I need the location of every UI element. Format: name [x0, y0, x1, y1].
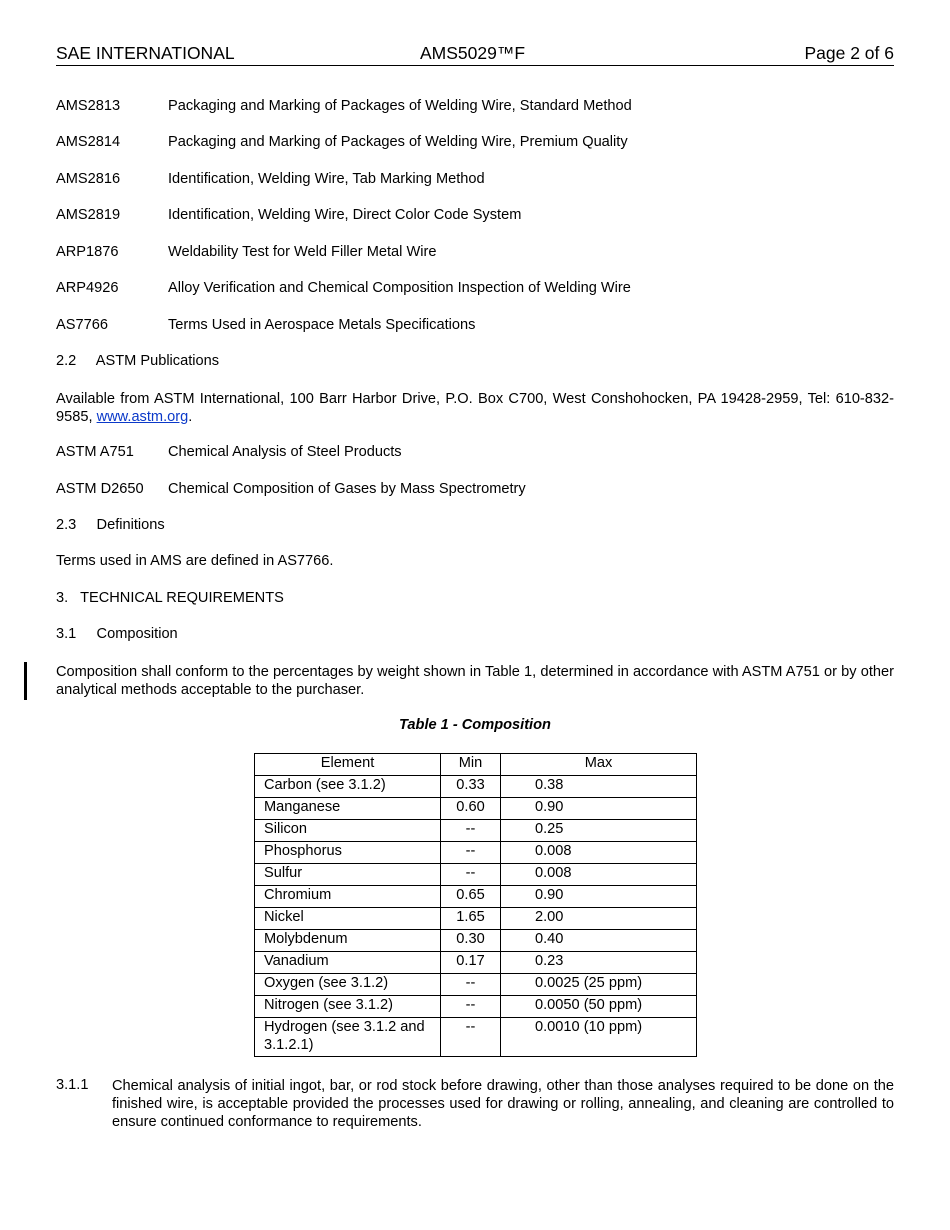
cell-max: 0.90	[501, 886, 697, 908]
cell-element: Sulfur	[255, 864, 441, 886]
cell-min: 0.33	[441, 776, 501, 798]
cell-element: Molybdenum	[255, 930, 441, 952]
cell-max: 0.008	[501, 864, 697, 886]
availability-period: .	[188, 409, 193, 425]
ref-code: AMS2813	[56, 98, 121, 114]
header-max: Max	[501, 754, 697, 776]
astm-ref-code: ASTM A751	[56, 444, 134, 460]
ref-code: AMS2814	[56, 134, 121, 150]
composition-paragraph: Composition shall conform to the percentages by weight shown in Table 1, determined in accordance with ASTM A751 or by other analytical methods acceptable to the purchaser.	[56, 664, 894, 698]
section-3-1-1-number: 3.1.1	[56, 1077, 89, 1093]
revision-change-bar	[24, 662, 27, 700]
cell-min: --	[441, 820, 501, 842]
cell-min: 0.60	[441, 798, 501, 820]
table-row	[255, 798, 697, 820]
table-row	[255, 974, 697, 996]
cell-min: --	[441, 864, 501, 886]
cell-max: 0.0025 (25 ppm)	[501, 974, 697, 996]
cell-element: Vanadium	[255, 952, 441, 974]
astm-availability-paragraph	[56, 390, 894, 426]
ref-title: Weldability Test for Weld Filler Metal Wire	[168, 244, 437, 260]
header-org: SAE INTERNATIONAL	[56, 43, 235, 63]
astm-website-link[interactable]: www.astm.org	[96, 409, 189, 425]
composition-table	[254, 753, 697, 1057]
cell-min: 0.17	[441, 952, 501, 974]
table-caption: Table 1 - Composition	[399, 717, 551, 733]
cell-max: 0.40	[501, 930, 697, 952]
ref-code: AMS2816	[56, 171, 121, 187]
table-row	[255, 886, 697, 908]
ref-title: Packaging and Marking of Packages of Welding Wire, Premium Quality	[168, 134, 628, 150]
cell-min: --	[441, 996, 501, 1018]
ref-title: Terms Used in Aerospace Metals Specifications	[168, 317, 476, 333]
cell-element: Carbon (see 3.1.2)	[255, 776, 441, 798]
ref-title: Alloy Verification and Chemical Composition Inspection of Welding Wire	[168, 280, 631, 296]
definitions-text: Terms used in AMS are defined in AS7766.	[56, 553, 334, 569]
table-row	[255, 930, 697, 952]
cell-max: 0.008	[501, 842, 697, 864]
table-row	[255, 842, 697, 864]
cell-min: 1.65	[441, 908, 501, 930]
cell-min: 0.30	[441, 930, 501, 952]
ref-code: ARP4926	[56, 280, 119, 296]
section-3-1-1-text: Chemical analysis of initial ingot, bar, or rod stock before drawing, other than those analyses required to be done on the finished wire, is acceptable provided the processes used for drawing or rolling, annealing, and cleaning are controlled to ensure continued conformance to requirements.	[112, 1078, 894, 1130]
page-header	[56, 43, 894, 66]
cell-min: --	[441, 842, 501, 864]
ref-code: AS7766	[56, 317, 108, 333]
astm-ref-title: Chemical Analysis of Steel Products	[168, 444, 402, 460]
cell-min: --	[441, 1018, 501, 1057]
cell-element: Chromium	[255, 886, 441, 908]
table-row	[255, 1018, 697, 1057]
ref-title: Identification, Welding Wire, Tab Marking Method	[168, 171, 485, 187]
header-min: Min	[441, 754, 501, 776]
cell-max: 0.38	[501, 776, 697, 798]
cell-max: 0.25	[501, 820, 697, 842]
cell-max: 0.23	[501, 952, 697, 974]
table-row	[255, 820, 697, 842]
header-element: Element	[255, 754, 441, 776]
cell-element: Manganese	[255, 798, 441, 820]
cell-max: 0.0050 (50 ppm)	[501, 996, 697, 1018]
table-row	[255, 864, 697, 886]
header-page-number: Page 2 of 6	[804, 43, 894, 63]
ref-code: AMS2819	[56, 207, 121, 223]
section-2-3-heading: 2.3 Definitions	[56, 517, 165, 533]
cell-element: Phosphorus	[255, 842, 441, 864]
cell-min: 0.65	[441, 886, 501, 908]
cell-max: 0.0010 (10 ppm)	[501, 1018, 697, 1057]
cell-element: Nickel	[255, 908, 441, 930]
cell-element: Nitrogen (see 3.1.2)	[255, 996, 441, 1018]
cell-element: Hydrogen (see 3.1.2 and 3.1.2.1)	[255, 1018, 441, 1057]
cell-min: --	[441, 974, 501, 996]
astm-availability-text: Available from ASTM International, 100 Barr Harbor Drive, P.O. Box C700, West Conshohocken, PA 19428-2959, Tel: 610-832-9585,	[56, 391, 894, 425]
table-row	[255, 996, 697, 1018]
astm-ref-code: ASTM D2650	[56, 481, 144, 497]
cell-max: 2.00	[501, 908, 697, 930]
cell-element: Oxygen (see 3.1.2)	[255, 974, 441, 996]
table-row	[255, 908, 697, 930]
ref-title: Identification, Welding Wire, Direct Color Code System	[168, 207, 522, 223]
section-2-2-heading: 2.2 ASTM Publications	[56, 353, 220, 369]
table-header-row	[255, 754, 697, 776]
ref-code: ARP1876	[56, 244, 119, 260]
section-3-heading: 3. TECHNICAL REQUIREMENTS	[56, 590, 284, 606]
table-row	[255, 952, 697, 974]
table-row	[255, 776, 697, 798]
cell-element: Silicon	[255, 820, 441, 842]
ref-title: Packaging and Marking of Packages of Welding Wire, Standard Method	[168, 98, 632, 114]
section-3-1-heading: 3.1 Composition	[56, 626, 178, 642]
header-doc-id: AMS5029™F	[420, 43, 526, 63]
cell-max: 0.90	[501, 798, 697, 820]
astm-ref-title: Chemical Composition of Gases by Mass Spectrometry	[168, 481, 526, 497]
